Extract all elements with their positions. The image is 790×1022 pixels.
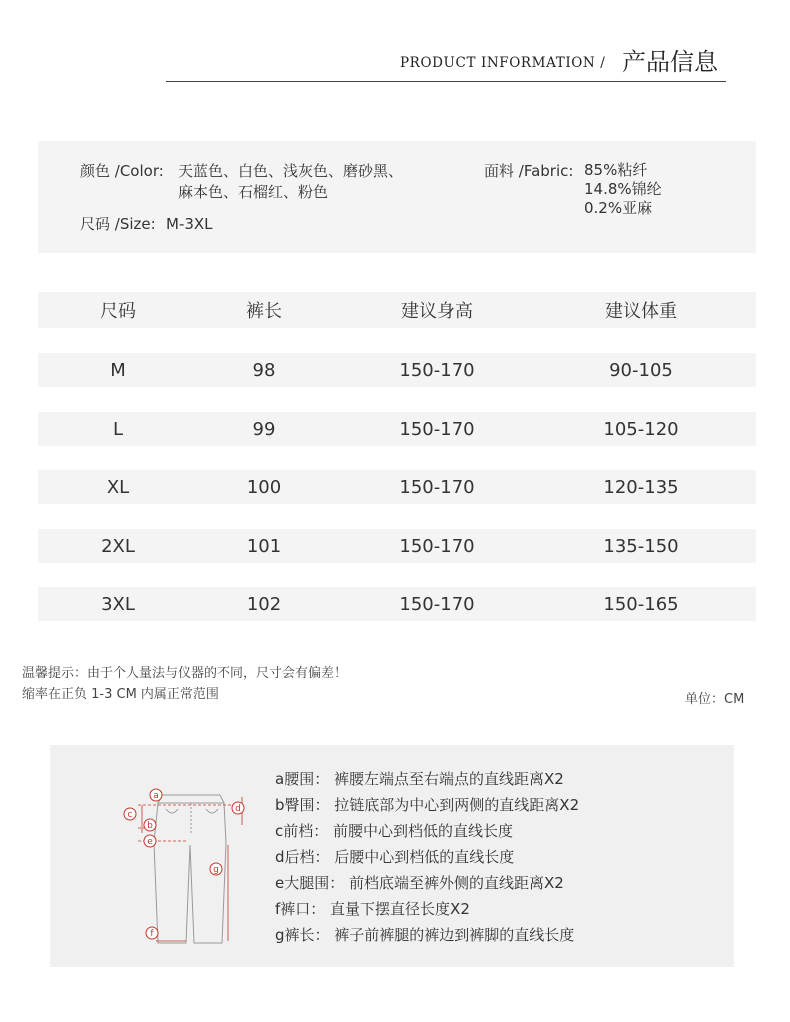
table-cell: 101 bbox=[246, 535, 282, 557]
page-title-en: PRODUCT INFORMATION / bbox=[400, 55, 606, 71]
marker-b-label: b bbox=[147, 821, 153, 831]
table-row bbox=[38, 412, 756, 446]
table-cell: 150-170 bbox=[399, 418, 475, 440]
size-label: 尺码 /Size: bbox=[80, 215, 156, 233]
table-cell: 3XL bbox=[101, 593, 135, 615]
table-row bbox=[38, 587, 756, 621]
table-cell: 150-170 bbox=[399, 476, 475, 498]
table-cell: 100 bbox=[246, 476, 282, 498]
table-cell: 150-170 bbox=[399, 359, 475, 381]
measure-back-rise: d后档： 后腰中心到档低的直线长度 bbox=[275, 848, 515, 866]
measurement-tip: 温馨提示：由于个人量法与仪器的不同，尺寸会有偏差！ bbox=[22, 666, 348, 681]
marker-a-label: a bbox=[153, 791, 159, 801]
marker-c-label: c bbox=[127, 810, 133, 820]
measure-waist: a腰围： 裤腰左端点至右端点的直线距离X2 bbox=[275, 770, 564, 788]
shrinkage-note: 缩率在正负 1-3 CM 内属正常范围 bbox=[22, 687, 219, 702]
measure-front-rise: c前档： 前腰中心到档低的直线长度 bbox=[275, 822, 514, 840]
table-cell: 120-135 bbox=[603, 476, 679, 498]
table-cell: 135-150 bbox=[603, 535, 679, 557]
color-line-1: 天蓝色、白色、浅灰色、磨砂黑、 bbox=[178, 162, 404, 180]
color-label: 颜色 /Color: bbox=[80, 162, 164, 180]
table-header-cell: 建议体重 bbox=[605, 301, 677, 322]
table-cell: 150-165 bbox=[603, 593, 679, 615]
table-cell: XL bbox=[106, 476, 130, 498]
marker-d-label: d bbox=[235, 804, 241, 814]
table-header-cell: 尺码 bbox=[100, 301, 136, 322]
page-title-cn: 产品信息 bbox=[622, 48, 718, 76]
table-cell: 99 bbox=[252, 418, 276, 440]
table-header-row bbox=[38, 292, 756, 328]
table-cell: M bbox=[110, 359, 126, 381]
size-value: M-3XL bbox=[166, 215, 213, 233]
table-header-cell: 建议身高 bbox=[401, 301, 473, 322]
table-row bbox=[38, 470, 756, 504]
measure-leg-opening: f裤口： 直量下摆直径长度X2 bbox=[275, 900, 470, 918]
fabric-line-1: 85%粘纤 bbox=[584, 161, 648, 179]
table-cell: 90-105 bbox=[609, 359, 673, 381]
table-header-cell: 裤长 bbox=[246, 301, 282, 322]
marker-g-label: g bbox=[213, 865, 219, 875]
marker-f-label: f bbox=[150, 929, 154, 939]
measurement-guide-panel bbox=[50, 745, 734, 967]
measure-hip: b臀围： 拉链底部为中心到两侧的直线距离X2 bbox=[275, 796, 580, 814]
fabric-line-3: 0.2%亚麻 bbox=[584, 199, 653, 217]
measure-length: g裤长： 裤子前裤腿的裤边到裤脚的直线长度 bbox=[275, 926, 575, 944]
header-divider bbox=[166, 81, 726, 82]
measure-thigh: e大腿围： 前档底端至裤外侧的直线距离X2 bbox=[275, 874, 564, 892]
table-cell: 102 bbox=[246, 593, 282, 615]
table-cell: 98 bbox=[252, 359, 276, 381]
color-values bbox=[178, 161, 403, 203]
unit-label: 单位：CM bbox=[685, 692, 745, 707]
fabric-line-2: 14.8%锦纶 bbox=[584, 180, 662, 198]
table-cell: 150-170 bbox=[399, 535, 475, 557]
product-info-panel bbox=[38, 141, 756, 253]
table-cell: 150-170 bbox=[399, 593, 475, 615]
fabric-label: 面料 /Fabric: bbox=[484, 162, 574, 180]
pants-diagram-icon bbox=[120, 783, 260, 953]
fabric-values bbox=[584, 161, 662, 218]
table-row bbox=[38, 529, 756, 563]
table-cell: 2XL bbox=[101, 535, 135, 557]
table-row bbox=[38, 353, 756, 387]
color-line-2: 麻本色、石榴红、粉色 bbox=[178, 183, 329, 201]
page-title bbox=[400, 42, 730, 74]
table-cell: 105-120 bbox=[603, 418, 679, 440]
marker-e-label: e bbox=[147, 837, 153, 847]
table-cell: L bbox=[112, 418, 124, 440]
